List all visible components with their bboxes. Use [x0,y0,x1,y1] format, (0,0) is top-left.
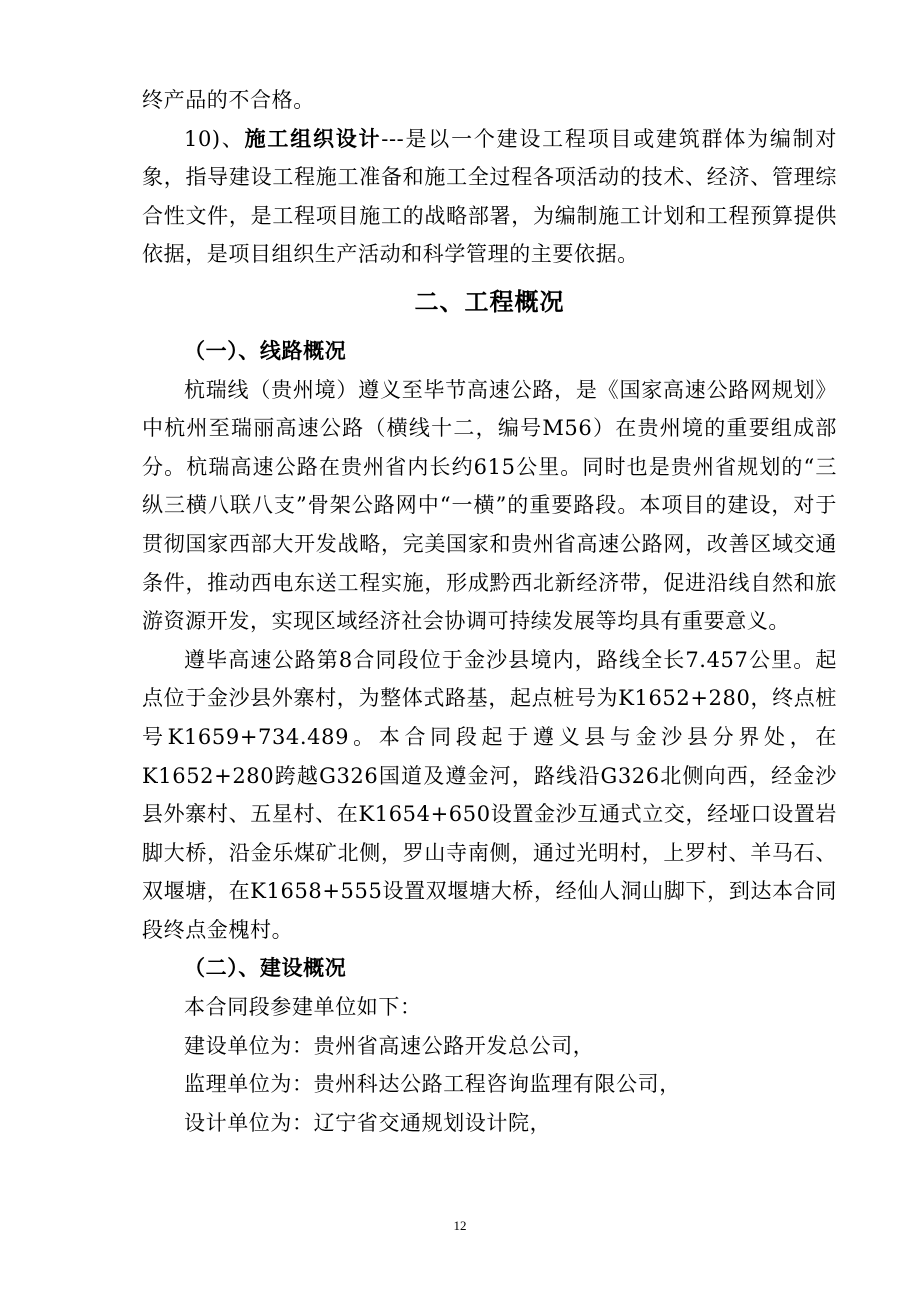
list-item: 监理单位为：贵州科达公路工程咨询监理有限公司， [184,1072,681,1097]
paragraph-definition-10 [142,120,837,274]
definition-text: ---是以一个建设工程项目或建筑群体为编制对象，指导建设工程施工准备和施工全过程各项活动的技术、经济、管理综合性文件，是工程项目施工的战略部署，为编制施工计划和工程预算提供依据，是项目组织生产活动和科学管理的主要依据。 [142,126,837,267]
subsection-heading-construction: （二）、建设概况 [184,955,347,981]
section-title: 二、工程概况 [414,286,565,316]
page-number: 12 [453,1218,467,1233]
defined-term: 施工组织设计 [244,125,382,151]
paragraph-continuation: 终产品的不合格。 [142,88,315,112]
list-item: 设计单位为：辽宁省交通规划设计院， [184,1110,552,1135]
list-item: 建设单位为：贵州省高速公路开发总公司， [184,1033,595,1058]
subsection-heading-route: （一）、线路概况 [184,337,347,363]
item-number: 10)、 [184,126,245,151]
paragraph-route-overview: 杭瑞线（贵州境）遵义至毕节高速公路，是《国家高速公路网规划》中杭州至瑞丽高速公路（横线十二，编号M56）在贵州境的重要组成部分。杭瑞高速公路在贵州省内长约615公里。同时也是贵州省规划的“三纵三横八联八支”骨架公路网中“一横”的重要路段。本项目的建设，对于贯彻国家西部大开发战略，完美国家和贵州省高速公路网，改善区域交通条件，推动西电东送工程实施，形成黔西北新经济带，促进沿线自然和旅游资源开发，实现区域经济社会协调可持续发展等均具有重要意义。 [142,377,837,634]
paragraph-participants-intro: 本合同段参建单位如下： [184,995,422,1020]
paragraph-contract-section: 遵毕高速公路第8合同段位于金沙县境内，路线全长7.457公里。起点位于金沙县外寨村，为整体式路基，起点桩号为K1652+280，终点桩号K1659+734.489。本合同段起于遵义县与金沙县分界处，在K1652+280跨越G326国道及遵金河，路线沿G326北侧向西，经金沙县外寨村、五星村、在K1654+650设置金沙互通式立交，经垭口设置岩脚大桥，沿金乐煤矿北侧，罗山寺南侧，通过光明村，上罗村、羊马石、双堰塘，在K1658+555设置双堰塘大桥，经仙人洞山脚下，到达本合同段终点金槐村。 [142,647,837,942]
page-content [142,81,837,1142]
